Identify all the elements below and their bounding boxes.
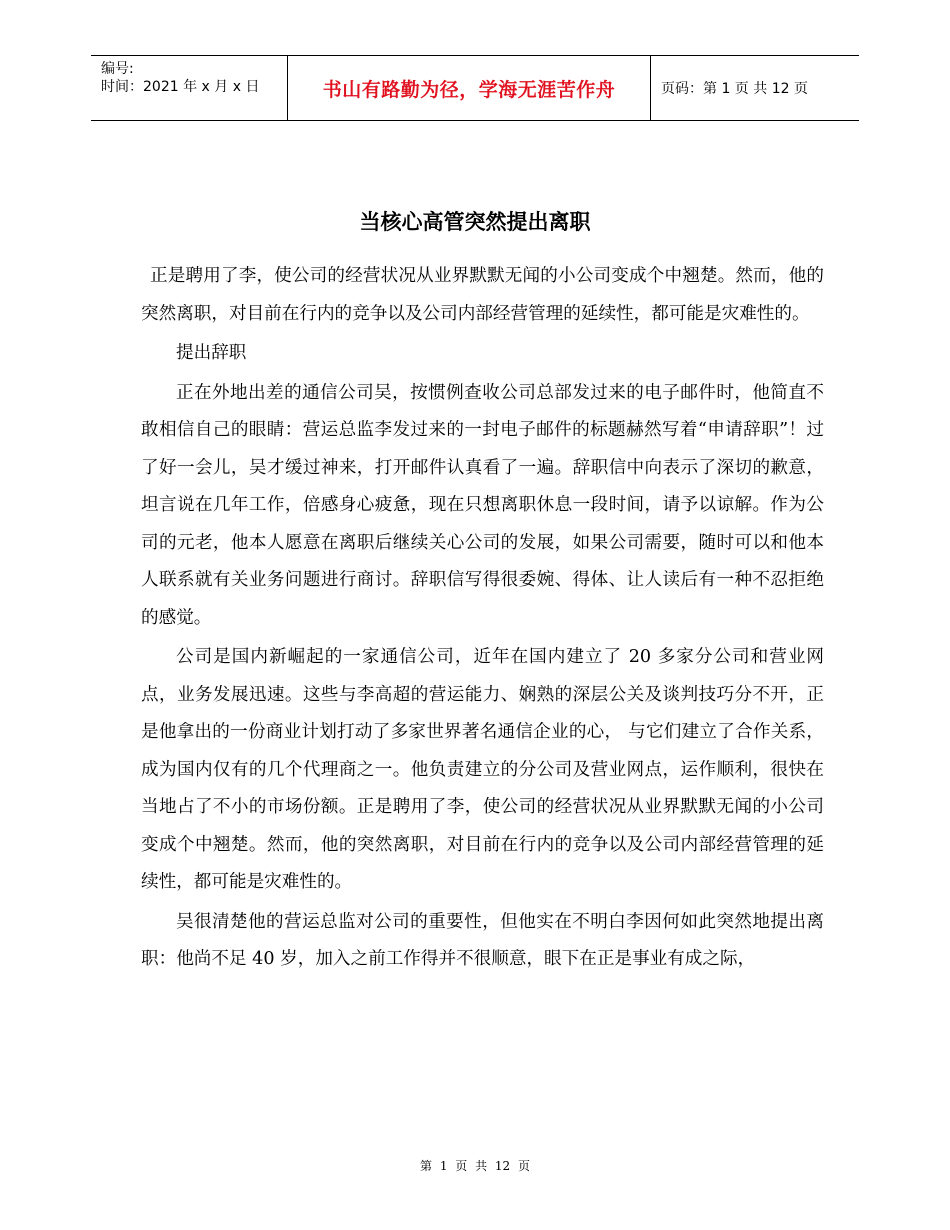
time-label: 时间：2021 年 x 月 x 日 xyxy=(101,79,260,95)
paragraph: 正在外地出差的通信公司吴，按惯例查收公司总部发过来的电子邮件时，他简直不敢相信自己的眼睛：营运总监李发过来的一封电子邮件的标题赫然写着“申请辞职”！过了好一会儿，吴才缓过神来，打开邮件认真看了一遍。辞职信中向表示了深切的歉意，坦言说在几年工作，倍感身心疲惫，现在只想离职休息一段时间，请予以谅解。作为公司的元老，他本人愿意在离职后继续关心公司的发展，如果公司需要，随时可以和他本人联系就有关业务问题进行商讨。辞职信写得很委婉、得体、让人读后有一种不忍拒绝的感觉。 xyxy=(141,382,824,628)
header-meta xyxy=(91,56,288,120)
page-footer: 第 1 页 共 12 页 xyxy=(420,1159,530,1173)
section-heading: 提出辞职 xyxy=(176,343,247,363)
header-page-info: 页码：第 1 页 共 12 页 xyxy=(661,81,808,97)
page-header xyxy=(91,55,859,121)
document-body xyxy=(141,258,824,979)
document-title: 当核心高管突然提出离职 xyxy=(359,210,591,234)
paragraph: 吴很清楚他的营运总监对公司的重要性，但他实在不明白李因何如此突然地提出离职：他尚不足 40 岁，加入之前工作得并不很顺意，眼下在正是事业有成之际， xyxy=(141,911,824,969)
header-motto: 书山有路勤为径，学海无涯苦作舟 xyxy=(288,56,651,120)
paragraph-intro: 正是聘用了李，使公司的经营状况从业界默默无闻的小公司变成个中翘楚。然而，他的突然离职，对目前在行内的竞争以及公司内部经营管理的延续性，都可能是灾难性的。 xyxy=(141,266,824,324)
number-label: 编号: xyxy=(101,61,134,77)
paragraph: 公司是国内新崛起的一家通信公司，近年在国内建立了 20 多家分公司和营业网点，业务发展迅速。这些与李高超的营运能力、娴熟的深层公关及谈判技巧分不开，正是他拿出的一份商业计划打动了多家世界著名通信企业的心， 与它们建立了合作关系，成为国内仅有的几个代理商之一。他负责建立的分公司及营业网点，运作顺利，很快在当地占了不小的市场份额。正是聘用了李，使公司的经营状况从业界默默无闻的小公司变成个中翘楚。然而，他的突然离职，对目前在行内的竞争以及公司内部经营管理的延续性，都可能是灾难性的。 xyxy=(141,647,824,892)
